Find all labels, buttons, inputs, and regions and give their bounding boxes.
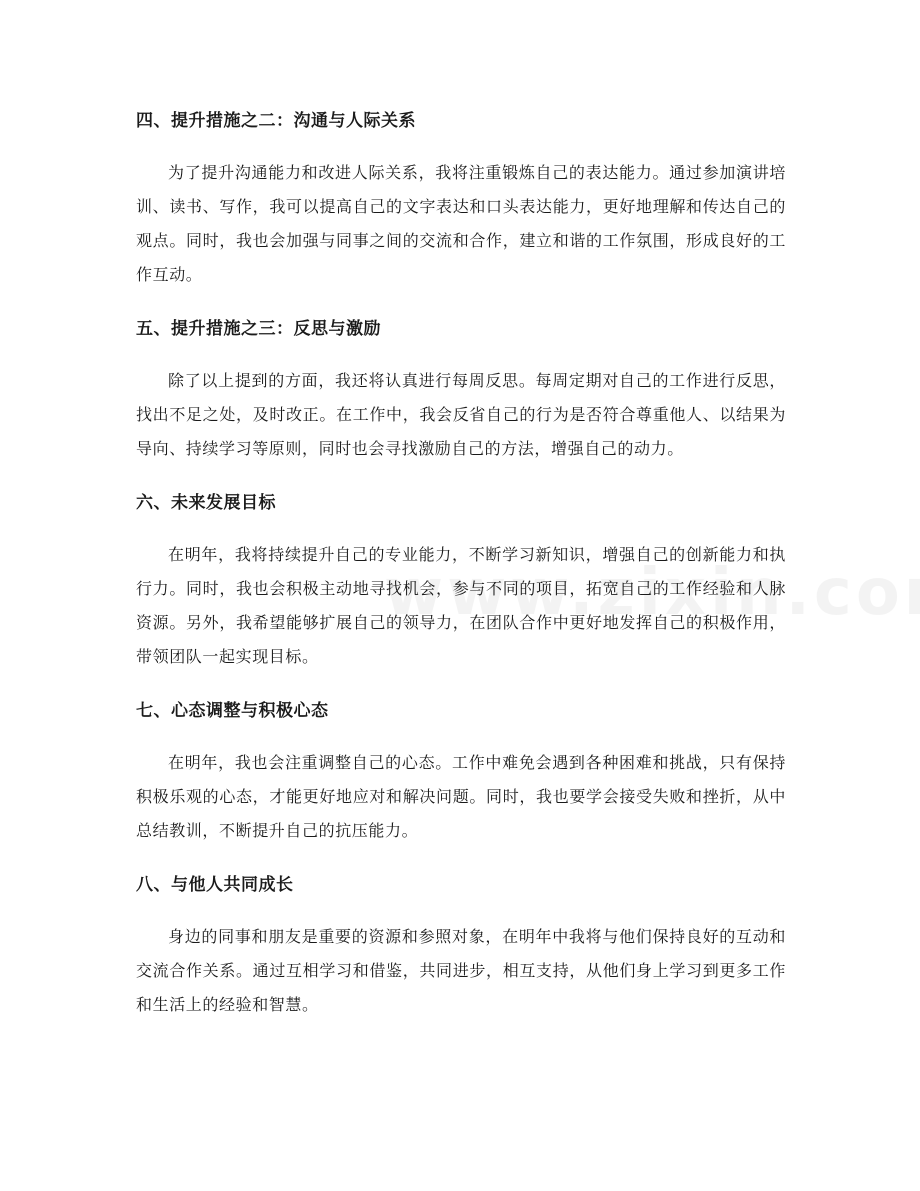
section-body-8: 身边的同事和朋友是重要的资源和参照对象，在明年中我将与他们保持良好的互动和交流合作关系。通过互相学习和借鉴，共同进步，相互支持，从他们身上学习到更多工作和生活上的经验和智慧。 <box>136 927 786 1014</box>
document-content <box>136 104 786 1042</box>
section-body-5: 除了以上提到的方面，我还将认真进行每周反思。每周定期对自己的工作进行反思，找出不足之处，及时改正。在工作中，我会反省自己的行为是否符合尊重他人、以结果为导向、持续学习等原则，同时也会寻找激励自己的方法，增强自己的动力。 <box>136 371 786 458</box>
section-title-4: 四、提升措施之二：沟通与人际关系 <box>136 111 416 131</box>
section-title-5: 五、提升措施之三：反思与激励 <box>136 319 381 339</box>
section-body-4: 为了提升沟通能力和改进人际关系，我将注重锻炼自己的表达能力。通过参加演讲培训、读书、写作，我可以提高自己的文字表达和口头表达能力，更好地理解和传达自己的观点。同时，我也会加强与同事之间的交流和合作，建立和谐的工作氛围，形成良好的工作互动。 <box>136 163 786 284</box>
section-body-7: 在明年，我也会注重调整自己的心态。工作中难免会遇到各种困难和挑战，只有保持积极乐观的心态，才能更好地应对和解决问题。同时，我也要学会接受失败和挫折，从中总结教训，不断提升自己的抗压能力。 <box>136 753 786 840</box>
section-title-6: 六、未来发展目标 <box>136 493 276 513</box>
section-title-8: 八、与他人共同成长 <box>136 875 294 895</box>
section-body-6: 在明年，我将持续提升自己的专业能力，不断学习新知识，增强自己的创新能力和执行力。同时，我也会积极主动地寻找机会，参与不同的项目，拓宽自己的工作经验和人脉资源。另外，我希望能够扩展自己的领导力，在团队合作中更好地发挥自己的积极作用，带领团队一起实现目标。 <box>136 545 786 666</box>
section-title-7: 七、心态调整与积极心态 <box>136 701 329 721</box>
